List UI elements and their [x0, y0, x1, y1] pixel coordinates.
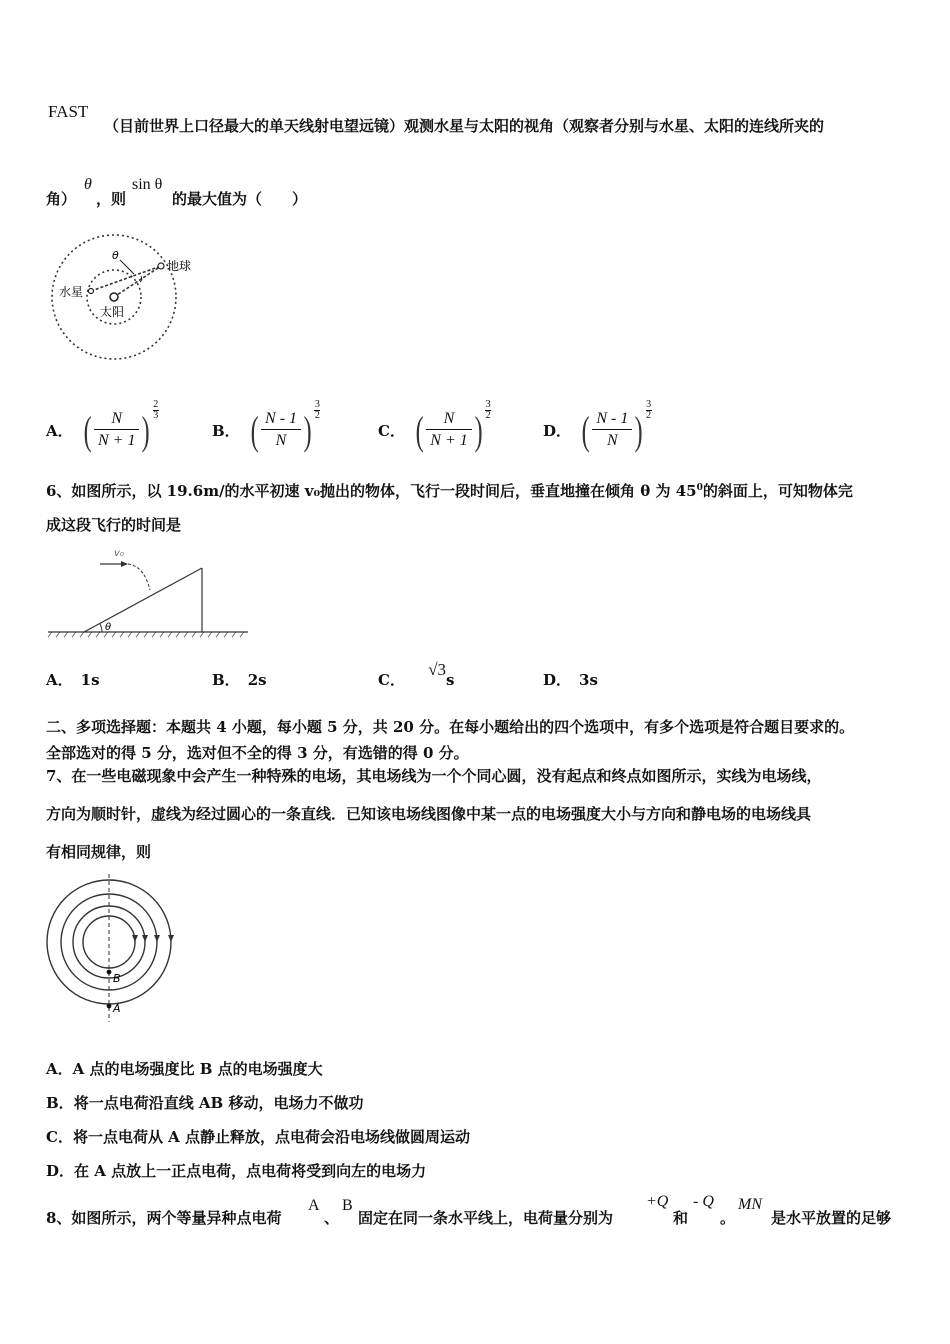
orbit-figure: [48, 232, 192, 362]
q7-line3: 有相同规律，则: [46, 843, 152, 861]
q7-line1: 7、在一些电磁现象中会产生一种特殊的电场，其电场线为一个个同心圆，没有起点和终点如图所示，实线为电场线，: [46, 767, 822, 785]
q6-line1: 6、如图所示，以 19.6m/的水平初速 v₀抛出的物体，飞行一段时间后，垂直地撞在倾角 θ 为 $45^0$的斜面上，可知物体完: [46, 482, 853, 500]
q8-charge-a: A: [308, 1197, 320, 1214]
q7-option-b[interactable]: B．将一点电荷沿直线 AB 移动，电场力不做功: [46, 1094, 364, 1112]
q5-option-d[interactable]: D． ( $\frac{N - 1}{N}$ ) 3 2: [543, 398, 652, 453]
q6-option-c[interactable]: C． √3s: [378, 660, 455, 689]
trajectory-path: [128, 564, 150, 590]
fast-text: FAST: [48, 102, 89, 121]
q8-mn: MN: [738, 1196, 762, 1213]
ground-hatch: [48, 632, 244, 637]
incline-surface: [84, 568, 202, 632]
q7-option-a[interactable]: A．A 点的电场强度比 B 点的电场强度大: [46, 1060, 323, 1078]
sun-dot: [110, 293, 118, 301]
q6-option-b[interactable]: B． 2s: [212, 671, 267, 689]
q5-line2-c: 的最大值为（ ）: [172, 190, 308, 208]
q5-option-b[interactable]: B． ( $\frac{N - 1}{N}$ ) 3 2: [212, 398, 320, 453]
section2-line1: 二、多项选择题：本题共 4 小题，每小题 5 分，共 20 分。在每小题给出的四个选项中，有多个选项是符合题目要求的。: [46, 718, 855, 736]
theta-angle-label: θ: [105, 622, 112, 633]
q7-option-d[interactable]: D．在 A 点放上一正点电荷，点电荷将受到向左的电场力: [46, 1162, 427, 1180]
q6-option-a[interactable]: A． 1s: [46, 671, 100, 689]
arrow-ring-outer: [168, 935, 174, 942]
q5-line2-b: ，则: [96, 190, 127, 208]
earth-label: 地球: [167, 259, 192, 273]
q8-prefix: 8、如图所示，两个等量异种点电荷: [46, 1209, 282, 1227]
q8-minus-q: - Q: [693, 1193, 714, 1210]
earth-mercury-line: [91, 266, 161, 291]
q5-option-d-fraction: $\frac{N - 1}{N}$: [592, 409, 632, 452]
q5-sin-theta: sin θ: [132, 176, 163, 193]
point-b: [107, 970, 112, 975]
mercury-dot: [89, 289, 94, 294]
q8-suffix: 是水平放置的足够: [771, 1209, 892, 1227]
sun-label: 太阳: [100, 305, 125, 319]
arrow-ring-inner: [132, 935, 138, 942]
q8-sep: 、: [324, 1209, 340, 1227]
velocity-arrowhead: [121, 561, 128, 567]
theta-label: θ: [112, 249, 119, 262]
point-a: [107, 1004, 112, 1009]
point-b-label: B: [113, 972, 121, 985]
mercury-label: 水星: [59, 285, 84, 299]
q5-option-c[interactable]: C． ( $\frac{N}{N + 1}$ ) 3 2: [378, 398, 491, 453]
q5-line1: （目前世界上口径最大的单天线射电望远镜）观测水星与太阳的视角（观察者分别与水星、太阳的连线所夹的: [104, 117, 825, 135]
section2-line2: 全部选对的得 5 分，选对但不全的得 3 分，有选错的得 0 分。: [46, 744, 469, 762]
q6-line2: 成这段飞行的时间是: [46, 516, 182, 534]
q8-mid: 固定在同一条水平线上，电荷量分别为: [358, 1209, 614, 1227]
q5-line2-a: 角）: [46, 190, 77, 208]
earth-sun-line: [114, 266, 161, 297]
q8-and: 和: [673, 1209, 689, 1227]
arrow-ring-3: [154, 935, 160, 942]
q5-option-c-fraction: $\frac{N}{N + 1}$: [426, 409, 471, 452]
incline-figure: [44, 542, 254, 642]
field-lines-figure: [44, 872, 174, 1024]
q6-option-d[interactable]: D． 3s: [543, 671, 598, 689]
theta-angle-arc: [100, 624, 102, 632]
v0-label: v₀: [114, 548, 124, 559]
q5-option-a-fraction: $\frac{N}{N + 1}$: [94, 409, 139, 452]
point-a-label: A: [113, 1002, 121, 1015]
arrow-ring-2: [142, 935, 148, 942]
q5-theta: θ: [84, 176, 92, 193]
q5-option-b-fraction: $\frac{N - 1}{N}$: [261, 409, 301, 452]
q7-line2: 方向为顺时针，虚线为经过圆心的一条直线．已知该电场线图像中某一点的电场强度大小与方向和静电场的电场线具: [46, 805, 812, 823]
q8-charge-b: B: [342, 1197, 353, 1214]
earth-dot: [158, 263, 164, 269]
q7-option-c[interactable]: C．将一点电荷从 A 点静止释放，点电荷会沿电场线做圆周运动: [46, 1128, 471, 1146]
q8-dot: 。: [720, 1209, 736, 1227]
q8-plus-q: +Q: [646, 1193, 669, 1210]
q5-option-a[interactable]: A． ( $\frac{N}{N + 1}$ ) 2 3: [46, 398, 159, 453]
